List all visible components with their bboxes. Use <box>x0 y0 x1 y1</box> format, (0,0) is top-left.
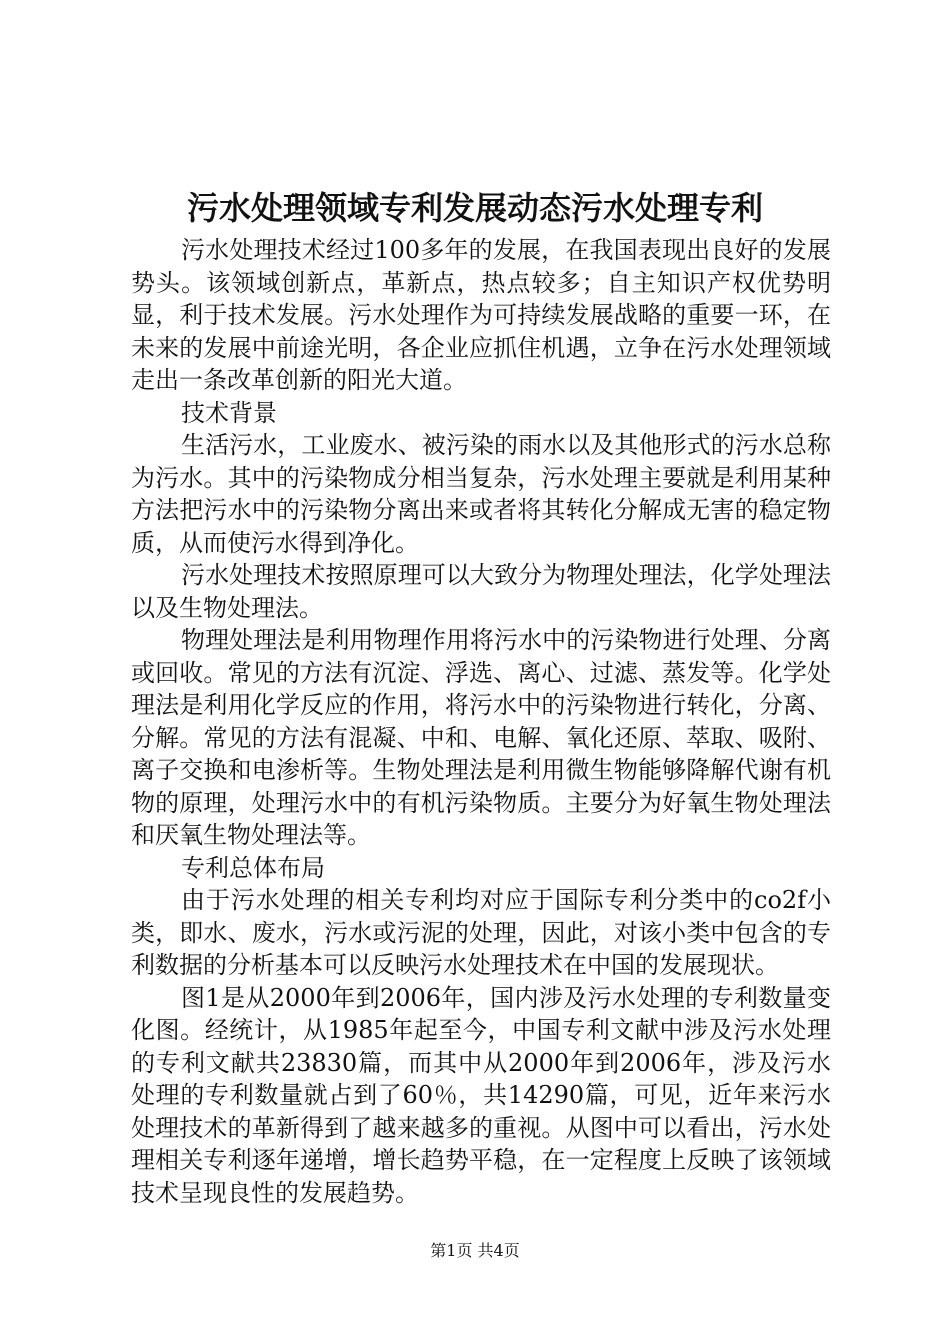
paragraph-background-definition: 生活污水，工业废水、被污染的雨水以及其他形式的污水总称为污水。其中的污染物成分相当复杂，污水处理主要就是利用某种方法把污水中的污染物分离出来或者将其转化分解成无害的稳定物质，从而使污水得到净化。 <box>131 431 831 557</box>
document-body <box>131 234 831 1209</box>
paragraph-method-categories: 污水处理技术按照原理可以大致分为物理处理法，化学处理法以及生物处理法。 <box>131 561 831 622</box>
page-number-footer: 第1页 共4页 <box>430 1241 520 1260</box>
section-heading-patent-layout: 专利总体布局 <box>181 853 325 882</box>
page-title: 污水处理领域专利发展动态污水处理专利 <box>186 189 763 227</box>
paragraph-method-details: 物理处理法是利用物理作用将污水中的污染物进行处理、分离或回收。常见的方法有沉淀、浮选、离心、过滤、蒸发等。化学处理法是利用化学反应的作用，将污水中的污染物进行转化，分离、分解。常见的方法有混凝、中和、电解、氧化还原、萃取、吸附、离子交换和电渗析等。生物处理法是利用微生物能够降解代谢有机物的原理，处理污水中的有机污染物质。主要分为好氧生物处理法和厌氧生物处理法等。 <box>131 626 831 849</box>
section-heading-background: 技术背景 <box>181 398 277 427</box>
paragraph-patent-statistics: 图1是从2000年到2006年，国内涉及污水处理的专利数量变化图。经统计，从1985年起至今，中国专利文献中涉及污水处理的专利文献共23830篇，而其中从2000年到2006年，涉及污水处理的专利数量就占到了60％，共14290篇，可见，近年来污水处理技术的革新得到了越来越多的重视。从图中可以看出，污水处理相关专利逐年递增，增长趋势平稳，在一定程度上反映了该领域技术呈现良性的发展趋势。 <box>131 983 831 1207</box>
paragraph-patent-classification: 由于污水处理的相关专利均对应于国际专利分类中的co2f小类，即水、废水，污水或污泥的处理，因此，对该小类中包含的专利数据的分析基本可以反映污水处理技术在中国的发展现状。 <box>131 886 831 979</box>
paragraph-intro: 污水处理技术经过100多年的发展，在我国表现出良好的发展势头。该领域创新点，革新点，热点较多；自主知识产权优势明显，利于技术发展。污水处理作为可持续发展战略的重要一环，在未来的发展中前途光明，各企业应抓住机遇，立争在污水处理领域走出一条改革创新的阳光大道。 <box>131 236 831 394</box>
